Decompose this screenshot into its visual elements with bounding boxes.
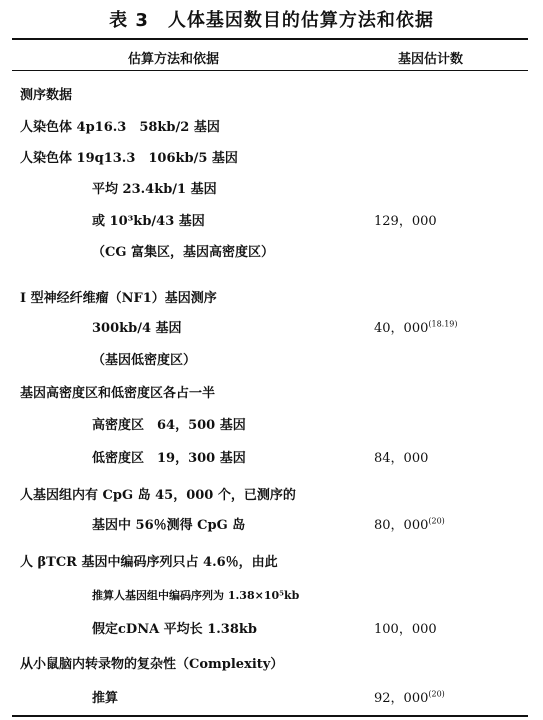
estimate-value: 84，000 xyxy=(374,451,429,466)
method-cell: 假定cDNA 平均长 1.38kb xyxy=(92,622,257,637)
table-row xyxy=(0,614,543,642)
method-cell: 人 βTCR 基因中编码序列只占 4.6％，由此 xyxy=(20,555,278,570)
reference-superscript: (18.19) xyxy=(428,319,458,329)
method-cell: 人基因组内有 CpG 岛 45，000 个，已测序的 xyxy=(20,488,296,503)
method-cell: 测序数据 xyxy=(20,88,73,103)
header-rule xyxy=(12,70,528,71)
table-row xyxy=(0,443,543,471)
method-cell: 推算人基因组中编码序列为 1.38×10⁵kb xyxy=(92,589,300,602)
estimate-value: 80，000 xyxy=(374,518,429,533)
method-cell: I 型神经纤维瘤（NF1）基因测序 xyxy=(20,291,217,306)
table-row xyxy=(0,649,543,677)
table-row xyxy=(0,547,543,575)
table-row xyxy=(0,378,543,406)
estimate-value: 92，000 xyxy=(374,691,429,706)
method-cell: 高密度区 64，500 基因 xyxy=(92,418,246,433)
method-cell: 从小鼠脑内转录物的复杂性（Complexity） xyxy=(20,657,284,672)
estimate-cell xyxy=(374,618,437,637)
estimate-cell xyxy=(374,210,437,229)
method-cell: 平均 23.4kb/1 基因 xyxy=(92,182,217,197)
method-cell: 低密度区 19，300 基因 xyxy=(92,451,246,466)
method-cell: 基因高密度区和低密度区各占一半 xyxy=(20,386,216,401)
estimate-value: 40，000 xyxy=(374,321,429,336)
header-estimate: 基因估计数 xyxy=(398,52,464,67)
table-row xyxy=(0,480,543,508)
estimate-cell xyxy=(374,317,458,336)
estimate-value: 129，000 xyxy=(374,214,437,229)
estimate-cell xyxy=(374,687,445,706)
method-cell: 300kb/4 基因 xyxy=(92,321,182,336)
reference-superscript: (20) xyxy=(428,516,445,526)
method-cell: （CG 富集区，基因高密度区） xyxy=(92,245,274,260)
top-rule xyxy=(12,38,528,40)
table-row xyxy=(0,206,543,234)
method-cell: 人染色体 4p16.3 58kb/2 基因 xyxy=(20,120,220,135)
table-row xyxy=(0,283,543,311)
table-row xyxy=(0,143,543,171)
table-row xyxy=(0,313,543,341)
table-row xyxy=(0,345,543,373)
table-title: 表 3 人体基因数目的估算方法和依据 xyxy=(109,10,434,31)
method-cell: 推算 xyxy=(92,691,119,706)
method-cell: 人染色体 19q13.3 106kb/5 基因 xyxy=(20,151,238,166)
table-row xyxy=(0,581,543,609)
method-cell: （基因低密度区） xyxy=(92,353,197,368)
table-row xyxy=(0,80,543,108)
method-cell: 或 10³kb/43 基因 xyxy=(92,214,205,229)
bottom-rule xyxy=(12,715,528,717)
estimate-cell xyxy=(374,447,428,466)
table-row xyxy=(0,410,543,438)
header-method: 估算方法和依据 xyxy=(128,52,220,67)
table-row xyxy=(0,683,543,711)
reference-superscript: (20) xyxy=(428,689,445,699)
estimate-cell xyxy=(374,514,445,533)
table-row xyxy=(0,174,543,202)
table-row xyxy=(0,237,543,265)
method-cell: 基因中 56％测得 CpG 岛 xyxy=(92,518,246,533)
table-row xyxy=(0,510,543,538)
estimate-value: 100，000 xyxy=(374,622,437,637)
table-row xyxy=(0,112,543,140)
